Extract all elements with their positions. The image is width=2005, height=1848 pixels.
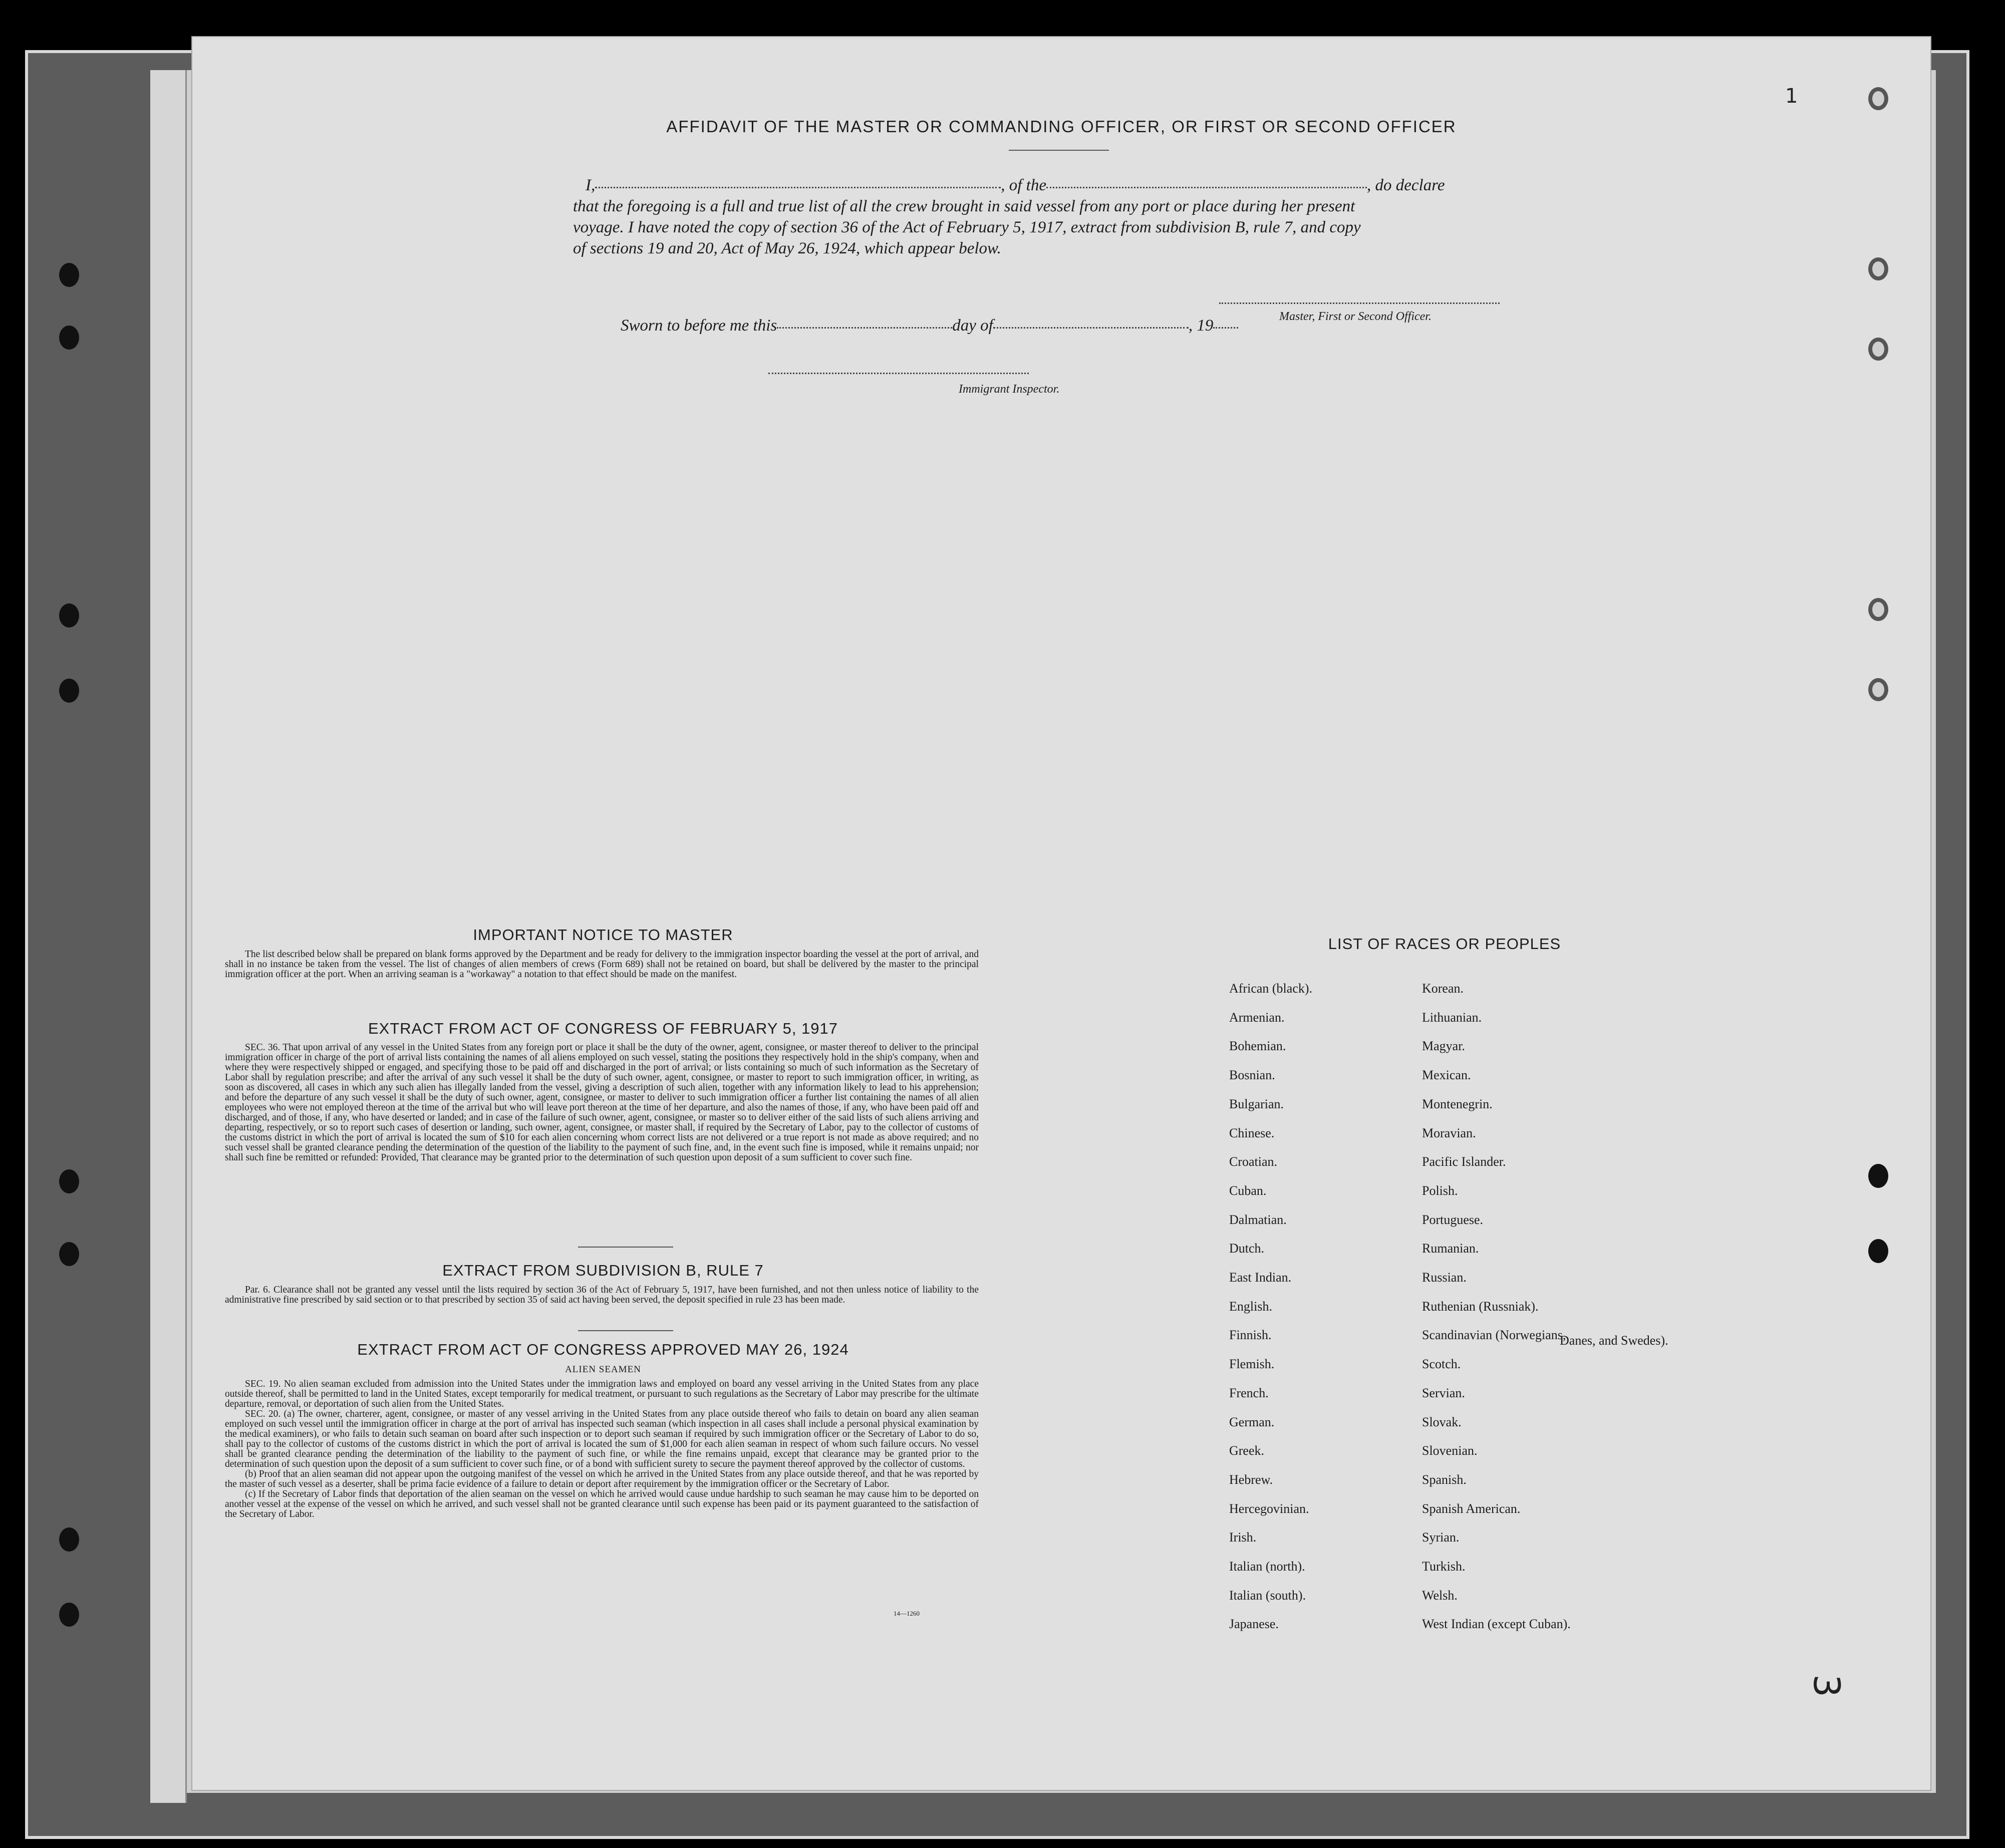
race-item: Slovenian. — [1422, 1443, 1478, 1458]
race-item: German. — [1229, 1414, 1275, 1429]
punch-hole — [59, 1169, 79, 1193]
punch-hole — [59, 1603, 79, 1627]
section-20a-paragraph: SEC. 20. (a) The owner, charterer, agent, consignee, or master of any vessel arriving in the United States from any place outside thereof who fails to detain on board any alien seaman employed on such vessel until the immigration officer in charge at the port of arrival has inspected such seaman (which inspection in all cases shall include a personal physical examination by the medical examiners), or who fails to detain such seaman on board after such inspection or to deport such seaman if required by such immigration officer or the Secretary of Labor to do so, shall pay to the collector of customs of the customs district in which the port of arrival is located the sum of $1,000 for each alien seaman in respect of whom such failure occurs. No vessel shall be granted clearance pending the determination of the liability to the payment of such fine, or while the fine remains unpaid, except that clearance may be granted prior to the determination of such question upon the deposit of a sum sufficient to cover such fine, or of a bond with sufficient surety to secure the payment thereof approved by the collector of customs. — [225, 1409, 979, 1469]
punch-hole — [1868, 678, 1888, 701]
sworn-label: Sworn to before me this — [621, 317, 777, 335]
race-item: Moravian. — [1422, 1125, 1476, 1140]
race-item: Spanish. — [1422, 1472, 1467, 1487]
page-number-mark: 1 — [1785, 85, 1798, 108]
punch-hole — [59, 1527, 79, 1552]
race-item: Finnish. — [1229, 1328, 1272, 1343]
section-20c-paragraph: (c) If the Secretary of Labor finds that deportation of the alien seaman on the vessel on which he arrived would cause undue hardship to such seaman he may cause him to be deported on another vessel at the expense of the vessel on which he arrived, and such vessel shall not be granted clearance until such expense has been paid or its payment guaranteed to the satisfaction of the Secretary of Labor. — [225, 1489, 979, 1519]
declarant-name-field[interactable] — [595, 187, 1001, 188]
race-item: Rumanian. — [1422, 1241, 1479, 1256]
race-item: Ruthenian (Russniak). — [1422, 1299, 1539, 1314]
punch-hole — [59, 326, 79, 350]
race-item-continuation: Danes, and Swedes). — [1560, 1333, 1668, 1348]
extract-1917-title: EXTRACT FROM ACT OF CONGRESS OF FEBRUARY 5, 1917 — [368, 1020, 838, 1037]
race-item: Cuban. — [1229, 1183, 1267, 1198]
race-item: Syrian. — [1422, 1530, 1460, 1545]
subdivision-b-body — [225, 1285, 979, 1305]
race-item: African (black). — [1229, 981, 1313, 996]
race-item: Hercegovinian. — [1229, 1501, 1309, 1516]
do-declare-label: , do declare — [1366, 176, 1445, 194]
master-signature-label: Master, First or Second Officer. — [1279, 310, 1431, 323]
declaration-line-2: that the foregoing is a full and true list of all the crew brought in said vessel from any port or place during her present — [573, 197, 1355, 215]
extract-1917-body — [225, 1043, 979, 1163]
race-item: Servian. — [1422, 1385, 1465, 1400]
year-label: , 19 — [1188, 317, 1214, 335]
race-item: Welsh. — [1422, 1588, 1458, 1603]
race-item: Pacific Islander. — [1422, 1154, 1506, 1169]
race-item: Montenegrin. — [1422, 1096, 1493, 1111]
punch-hole — [59, 1242, 79, 1266]
day-of-label: day of — [952, 317, 993, 335]
form-number: 14—1260 — [894, 1610, 920, 1617]
sworn-day-field[interactable] — [777, 327, 952, 329]
races-title: LIST OF RACES OR PEOPLES — [1328, 935, 1561, 953]
race-item: Chinese. — [1229, 1125, 1275, 1140]
divider — [1009, 150, 1109, 151]
sworn-line — [621, 315, 1238, 336]
race-item: Flemish. — [1229, 1357, 1275, 1372]
notice-body — [225, 950, 979, 980]
sworn-year-field[interactable] — [1213, 327, 1238, 329]
punch-hole — [1868, 598, 1888, 621]
race-item: Greek. — [1229, 1443, 1265, 1458]
section-20b-paragraph: (b) Proof that an alien seaman did not appear upon the outgoing manifest of the vessel on which he arrived in the United States from any place outside thereof, and that he was reported by the master of such vessel as a deserter, shall be prima facie evidence of a failure to detain or deport after requirement by the immigration officer or the Secretary of Labor. — [225, 1469, 979, 1489]
vessel-name-field[interactable] — [1046, 187, 1367, 188]
divider — [578, 1247, 673, 1248]
notice-paragraph: The list described below shall be prepared on blank forms approved by the Department and be ready for delivery to the immigration inspector boarding the vessel at the port of arrival, and shall in no instance be taken from the vessel. The list of changes of alien members of crews (Form 689) shall not be retained on board, but shall be delivered by the master to the principal immigration officer at the port. When an arriving seaman is a "workaway" a notation to that effect should be made on the manifest. — [225, 949, 979, 980]
race-item: Irish. — [1229, 1530, 1257, 1545]
sworn-month-field[interactable] — [993, 327, 1189, 329]
form-page — [191, 36, 1931, 1791]
punch-hole — [1868, 1164, 1888, 1188]
alien-seamen-subtitle: ALIEN SEAMEN — [565, 1364, 641, 1375]
race-item: Bohemian. — [1229, 1039, 1286, 1054]
punch-hole — [1868, 1239, 1888, 1263]
race-item: Magyar. — [1422, 1039, 1465, 1054]
punch-hole — [1868, 87, 1888, 110]
of-the-label: , of the — [1001, 176, 1046, 194]
race-item: English. — [1229, 1299, 1272, 1314]
race-item: Portuguese. — [1422, 1212, 1484, 1227]
race-item: Italian (north). — [1229, 1559, 1305, 1574]
race-item: Hebrew. — [1229, 1472, 1273, 1487]
race-item: Lithuanian. — [1422, 1010, 1482, 1025]
master-signature-field[interactable] — [1219, 302, 1500, 304]
extract-1924-title: EXTRACT FROM ACT OF CONGRESS APPROVED MAY 26, 1924 — [357, 1341, 849, 1358]
race-item: French. — [1229, 1385, 1269, 1400]
binding-strip — [150, 70, 187, 1803]
declaration-line-4: of sections 19 and 20, Act of May 26, 1924, which appear below. — [573, 239, 1001, 257]
race-item: Russian. — [1422, 1270, 1467, 1285]
race-item: Slovak. — [1422, 1414, 1462, 1429]
race-item: Bulgarian. — [1229, 1096, 1284, 1111]
punch-hole — [1868, 338, 1888, 361]
race-item: West Indian (except Cuban). — [1422, 1617, 1571, 1632]
inspector-label: Immigrant Inspector. — [959, 383, 1060, 396]
page-number-mark-bottom: 3 — [1805, 1674, 1848, 1697]
declarant-label: I, — [586, 176, 596, 194]
race-item: Turkish. — [1422, 1559, 1466, 1574]
race-item: Armenian. — [1229, 1010, 1285, 1025]
affidavit-title: AFFIDAVIT OF THE MASTER OR COMMANDING OFFICER, OR FIRST OR SECOND OFFICER — [666, 117, 1457, 136]
race-item: Japanese. — [1229, 1617, 1279, 1632]
race-item: Dalmatian. — [1229, 1212, 1287, 1227]
race-item: Scotch. — [1422, 1357, 1461, 1372]
race-item: Bosnian. — [1229, 1068, 1275, 1083]
punch-hole — [59, 679, 79, 703]
subdivision-b-title: EXTRACT FROM SUBDIVISION B, RULE 7 — [442, 1262, 764, 1279]
race-item: Croatian. — [1229, 1154, 1278, 1169]
section-36-paragraph: SEC. 36. That upon arrival of any vessel in the United States from any foreign port or place it shall be the duty of the owner, agent, consignee, or master thereof to deliver to the principal immigration officer in charge of the port of arrival lists containing the names of all aliens employed on such vessel, stating the positions they respectively hold in the ship's company, when and where they were respectively shipped or engaged, and specifying those to be paid off and discharged in the port of arrival; or lists containing so much of such information as the Secretary of Labor shall by regulation prescribe; and after the arrival of any such vessel it shall be the duty of such owner, agent, consignee, or master to report to such immigration officer, in writing, as soon as discovered, all cases in which any such alien has illegally landed from the vessel, giving a description of such alien, together with any information likely to lead to his apprehension; and before the departure of any such vessel it shall be the duty of such owner, agent, consignee, or master to deliver to such immigration officer a further list containing the names of all alien employees who were not employed thereon at the time of the arrival but who will leave port thereon at the time of her departure, and also the names of those, if any, who have been paid off and discharged, and of those, if any, who have deserted or landed; and in case of the failure of such owner, agent, consignee, or master so to deliver either of the said lists of such aliens arriving and departing, respectively, or so to report such cases of desertion or landing, such owner, agent, consignee, or master shall, if required by the Secretary of Labor, pay to the collector of customs of the customs district in which the port of arrival is located the sum of $10 for each alien concerning whom correct lists are not delivered or a true report is not made as above required; and no such vessel shall be granted clearance pending the determination of the question of the liability to the payment of such fine, and, in the event such fine is imposed, while it remains unpaid; nor shall such fine be remitted or refunded: Provided, That clearance may be granted prior to the determination of such question upon deposit of a sum sufficient to cover such fine. — [225, 1042, 979, 1163]
race-item: Korean. — [1422, 981, 1464, 996]
race-item: Dutch. — [1229, 1241, 1265, 1256]
race-item: Spanish American. — [1422, 1501, 1521, 1516]
notice-title: IMPORTANT NOTICE TO MASTER — [473, 926, 733, 944]
declaration-line-3: voyage. I have noted the copy of section 36 of the Act of February 5, 1917, extract from subdivision B, rule 7, and copy — [573, 218, 1361, 236]
par-6-paragraph: Par. 6. Clearance shall not be granted any vessel until the lists required by section 36 of the Act of February 5, 1917, have been furnished, and not then unless notice of liability to the administrative fine prescribed by said section or to that prescribed by section 35 of said act having been served, the deposit specified in rule 23 has been made. — [225, 1285, 979, 1305]
race-item: Polish. — [1422, 1183, 1458, 1198]
punch-hole — [59, 603, 79, 628]
extract-1924-body — [225, 1379, 979, 1519]
inspector-signature-field[interactable] — [768, 373, 1029, 374]
race-item: Mexican. — [1422, 1068, 1471, 1083]
declaration-line-1 — [586, 175, 1445, 196]
section-19-paragraph: SEC. 19. No alien seaman excluded from admission into the United States under the immigration laws and employed on board any vessel arriving in the United States from any place outside thereof, shall be permitted to land in the United States, except temporarily for medical treatment, or pursuant to such regulations as the Secretary of Labor may prescribe for the ultimate departure, removal, or deportation of such alien from the United States. — [225, 1379, 979, 1409]
punch-hole — [59, 263, 79, 287]
divider — [578, 1330, 673, 1331]
race-item: Scandinavian (Norwegians, — [1422, 1328, 1566, 1343]
race-item: East Indian. — [1229, 1270, 1292, 1285]
punch-hole — [1868, 257, 1888, 280]
race-item: Italian (south). — [1229, 1588, 1306, 1603]
